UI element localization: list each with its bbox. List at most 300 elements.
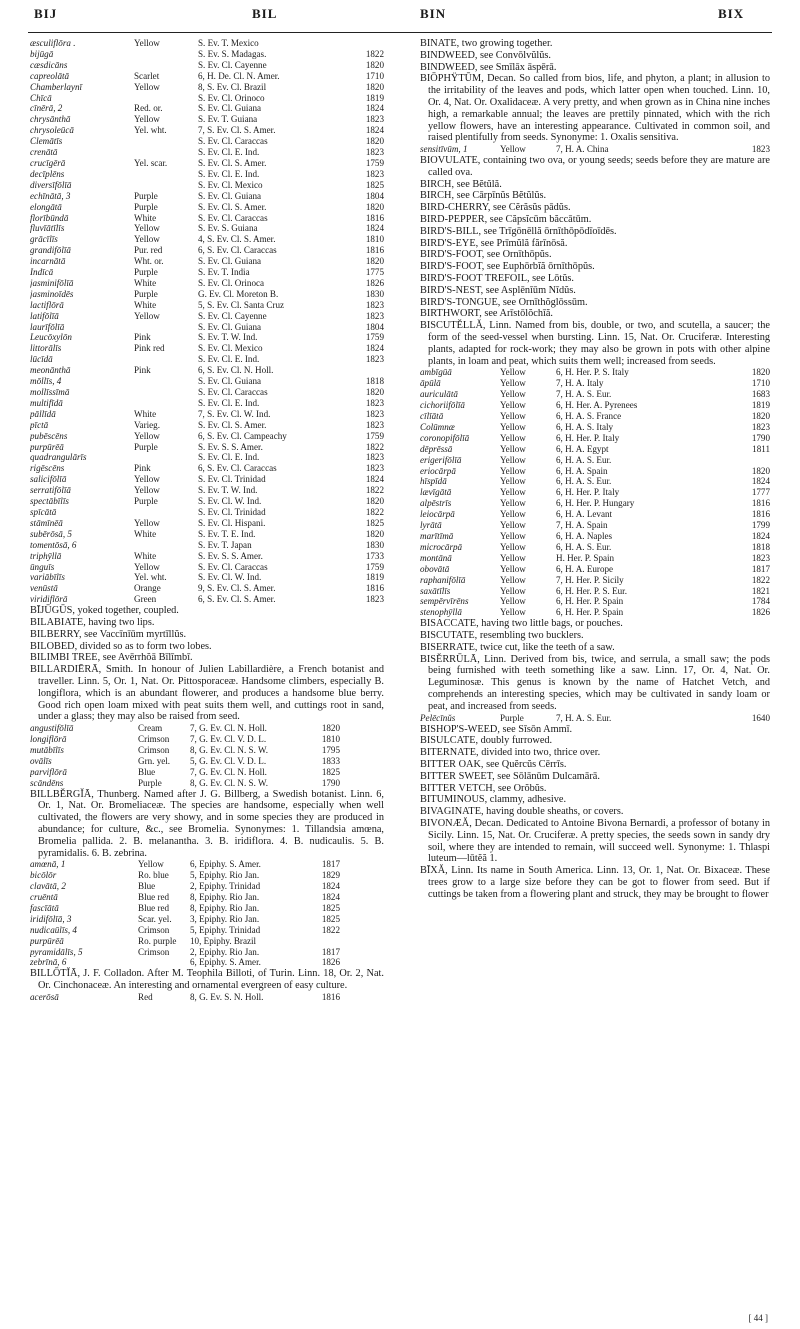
dictionary-entry: BISĔRRŪLĀ, Linn. Derived from bis, twice, and serrula, a small saw; the pods being furnished with teeth something like a saw. Linn. 17, Or. 4, Nat. Or. Leguminosæ. This genus is known by the name of Hatchet Vetch, and comprehends an interesting species, which may be cultivated in sandy loam or peat, and increased from seeds. xyxy=(420,653,770,712)
year-introduced: 1777 xyxy=(751,487,770,498)
flower-colour xyxy=(134,540,198,551)
flower-colour: Pur. red xyxy=(134,245,163,256)
table-row xyxy=(30,234,384,245)
year-introduced: 1759 xyxy=(365,157,384,168)
flower-colour: Yellow xyxy=(500,487,526,498)
cultivation-info: 6, S. Ev. Cl. N. Holl. xyxy=(198,365,274,376)
dictionary-entry: BIVAGINATE, having double sheaths, or covers. xyxy=(420,806,624,818)
year-introduced: 1710 xyxy=(365,70,384,81)
dictionary-entry: BISULCATE, doubly furrowed. xyxy=(420,735,553,747)
dictionary-entry: BILOBED, divided so as to form two lobes. xyxy=(30,640,212,652)
cultivation-info: S. Ev. S. S. Amer. xyxy=(198,441,263,452)
flower-colour: Pink xyxy=(134,365,151,376)
dictionary-entry: BITTER VETCH, see Orŏbŭs. xyxy=(420,782,547,794)
species-name: pāllīdā xyxy=(30,408,56,419)
left-entries-a xyxy=(30,605,384,723)
species-name: tomentōsā, 6 xyxy=(30,539,77,550)
year-introduced: 1820 xyxy=(365,528,384,539)
cultivation-info: S. Ev. Cl. Mexico xyxy=(198,179,263,190)
year-introduced: 1804 xyxy=(365,321,384,332)
cultivation-info: 8, G. Ev. Cl. N. S. W. xyxy=(190,744,268,755)
species-name: lyrātā xyxy=(420,520,442,531)
table-row xyxy=(30,442,384,453)
table-row xyxy=(30,93,384,104)
flower-colour: Yellow xyxy=(138,859,164,870)
table-row xyxy=(30,223,384,234)
species-name: jasminoīdēs xyxy=(30,288,74,299)
dictionary-entry: BINATE, two growing together. xyxy=(420,38,553,49)
cultivation-info: S. Ev. Cl. W. Ind. xyxy=(198,496,262,507)
cultivation-info: S. Ev. Cl. Guiana xyxy=(198,103,262,114)
cultivation-info: 5, G. Ev. Cl. V. D. L. xyxy=(190,755,267,766)
species-name: elongātā xyxy=(30,201,62,212)
year-introduced: 1784 xyxy=(751,596,770,607)
year-introduced: 1826 xyxy=(751,607,770,618)
year-introduced: 1820 xyxy=(365,136,384,147)
cultivation-info: S. Ev. T. E. Ind. xyxy=(198,528,256,539)
species-name: stenophȳllā xyxy=(420,607,462,618)
dictionary-entry: BIOVULATE, containing two ova, or young seeds; seeds before they are mature are called ova. xyxy=(420,155,770,178)
cultivation-info: 6, H. A. Europe xyxy=(556,563,614,574)
year-introduced: 1829 xyxy=(321,870,340,881)
species-name: Clemātīs xyxy=(30,136,63,147)
flower-colour: Blue red xyxy=(138,902,170,913)
year-introduced: 1824 xyxy=(751,531,770,542)
species-name: Leucōxylōn xyxy=(30,332,72,343)
species-name: laurīfōlīā xyxy=(30,321,65,332)
flower-colour: Purple xyxy=(134,201,158,212)
cultivation-info: 7, H. A. Spain xyxy=(556,520,608,531)
flower-colour xyxy=(134,398,198,409)
table-row xyxy=(420,509,770,520)
flower-colour: Yellow xyxy=(500,144,526,155)
flower-colour: Blue xyxy=(138,766,156,777)
table-row xyxy=(30,202,384,213)
year-introduced: 1823 xyxy=(365,452,384,463)
dictionary-entry: BIRCH, see Cārpīnŭs Bĕtŭlŭs. xyxy=(420,190,547,202)
year-introduced: 1810 xyxy=(365,234,384,245)
cultivation-info: 6, H. Her. A. Pyrenees xyxy=(556,400,638,411)
table-row xyxy=(420,575,770,586)
dictionary-entry: BIRD'S-FOOT, see Euphōrbĭă ōrnīthōpŭs. xyxy=(420,261,595,273)
year-introduced: 1820 xyxy=(751,465,770,476)
cultivation-info: 7, H. A. S. Eur. xyxy=(556,389,612,400)
species-name: Chamberlaynī xyxy=(30,81,83,92)
table-row xyxy=(30,420,384,431)
cultivation-info: S. Ev. Cl. S. Amer. xyxy=(198,157,267,168)
right-entries-c xyxy=(420,618,770,712)
flower-colour: Yellow xyxy=(500,454,526,465)
table-row xyxy=(420,433,770,444)
table-row xyxy=(30,354,384,365)
cultivation-info: 6, H. A. S. France xyxy=(556,411,622,422)
biscutella-species-table xyxy=(420,367,770,618)
table-row xyxy=(30,82,384,93)
cultivation-info: 5, Epiphy. Trinidad xyxy=(190,924,261,935)
cultivation-info: 7, G. Ev. Cl. N. Holl. xyxy=(190,723,267,734)
table-row xyxy=(30,169,384,180)
year-introduced: 1810 xyxy=(321,734,340,744)
cultivation-info: S. Ev. Cl. Caraccas xyxy=(198,387,268,397)
cultivation-info: 10, Epiphy. Brazil xyxy=(190,935,257,946)
year-introduced: 1817 xyxy=(321,859,340,870)
table-row xyxy=(420,367,770,378)
running-head-center-left: BIL xyxy=(252,6,278,21)
cultivation-info: 7, H. A. China xyxy=(556,144,609,155)
flower-colour: Yellow xyxy=(500,421,526,432)
cultivation-info: 5, S. Ev. Cl. Santa Cruz xyxy=(198,299,285,310)
table-row xyxy=(30,518,384,529)
table-row xyxy=(30,322,384,333)
table-row xyxy=(30,38,384,49)
cultivation-info: S. Ev. T. Guiana xyxy=(198,114,258,125)
cultivation-info: S. Ev. S. Madagas. xyxy=(198,48,267,59)
year-introduced: 1759 xyxy=(365,561,384,572)
cultivation-info: 4, S. Ev. Cl. S. Amer. xyxy=(198,234,276,245)
flower-colour: Scarlet xyxy=(134,70,160,81)
flower-colour xyxy=(134,93,198,104)
cultivation-info: S. Ev. Cl. E. Ind. xyxy=(198,147,260,158)
flower-colour: White xyxy=(134,277,157,288)
species-name: stāmīnēā xyxy=(30,517,63,528)
dictionary-entry: BISCUTATE, resembling two bucklers. xyxy=(420,630,584,642)
species-name: sempērvīrēns xyxy=(420,596,469,607)
species-name: sensitīvūm, 1 xyxy=(420,144,468,155)
table-row xyxy=(30,256,384,267)
flower-colour: Yellow xyxy=(500,531,526,542)
cultivation-info: 8, S. Ev. Cl. Brazil xyxy=(198,81,267,92)
cultivation-info: 6, H. Her. P. Italy xyxy=(556,487,620,498)
year-introduced: 1826 xyxy=(321,957,340,968)
running-head-left: BIJ xyxy=(34,6,58,21)
dictionary-entry: BINDWEED, see Convōlvŭlŭs. xyxy=(420,49,551,61)
table-row xyxy=(30,734,384,745)
dictionary-entry: BIRTHWORT, see Arīstōlŏchīă. xyxy=(420,308,553,320)
year-introduced: 1824 xyxy=(365,474,384,485)
species-name: purpūrēā xyxy=(30,441,64,452)
year-introduced: 1821 xyxy=(751,585,770,596)
table-row xyxy=(420,553,770,564)
cultivation-info: 6, H. A. S. Eur. xyxy=(556,476,612,487)
year-introduced: 1833 xyxy=(321,755,340,766)
flower-colour xyxy=(134,322,198,333)
dictionary-entry: BILBERRY, see Vaccīnīūm myrtīllŭs. xyxy=(30,628,187,640)
dictionary-entry: BILABIATE, having two lips. xyxy=(30,616,155,628)
species-name: cīnērā, 2 xyxy=(30,103,63,114)
table-row xyxy=(30,125,384,136)
year-introduced: 1683 xyxy=(751,389,770,400)
dictionary-entry: BISHOP'S-WEED, see Sīsōn Ammī. xyxy=(420,723,573,735)
species-name: obovātā xyxy=(420,563,450,574)
flower-colour: Yellow xyxy=(134,485,160,496)
year-introduced: 1824 xyxy=(365,103,384,114)
table-row xyxy=(30,507,384,518)
species-name: marītīmā xyxy=(420,531,454,542)
year-introduced: 1816 xyxy=(365,245,384,256)
table-row xyxy=(420,422,770,433)
dictionary-entry: BĪXĂ, Linn. Its name in South America. Linn. 13, Or. 1, Nat. Or. Bixaceæ. These trees grow to a large size before they can be got to flower from seed. But if cuttings be taken from a flowering plant and struck, they may be brought to flower xyxy=(420,865,770,900)
species-name: ambīgūā xyxy=(420,367,452,378)
table-row xyxy=(30,474,384,485)
dictionary-entry: BIRD'S-FOOT TREFOIL, see Lōtŭs. xyxy=(420,273,574,285)
year-introduced: 1759 xyxy=(365,430,384,441)
flower-colour: Yel. wht. xyxy=(134,572,167,583)
year-introduced: 1820 xyxy=(365,256,384,267)
flower-colour xyxy=(138,957,190,968)
table-row xyxy=(30,903,384,914)
cultivation-info: 8, G. Ev. Cl. N. S. W. xyxy=(190,777,268,788)
dictionary-entry: BIRD-PEPPER, see Căpsĭcūm băccātūm. xyxy=(420,214,592,226)
right-entries-d xyxy=(420,724,770,901)
table-row xyxy=(30,343,384,354)
year-introduced: 1819 xyxy=(365,92,384,103)
species-name: āpūlā xyxy=(420,378,441,389)
flower-colour xyxy=(134,376,198,387)
species-name: mōllīs, 4 xyxy=(30,376,62,387)
year-introduced: 1823 xyxy=(365,419,384,430)
year-introduced: 1820 xyxy=(365,81,384,92)
flower-colour: Purple xyxy=(500,712,524,723)
species-name: Chīcā xyxy=(30,92,52,103)
species-name: mollīssīmā xyxy=(30,387,70,397)
table-row xyxy=(30,289,384,300)
table-row xyxy=(420,607,770,618)
year-introduced: 1825 xyxy=(321,913,340,924)
cultivation-info: 6, S. Ev. Cl. Caraccas xyxy=(198,245,277,256)
cultivation-info: 6, H. A. Naples xyxy=(556,531,613,542)
cultivation-info: S. Ev. T. Mexico xyxy=(198,38,259,48)
year-introduced: 1640 xyxy=(751,712,770,723)
cultivation-info: 2, Epiphy. Rio Jan. xyxy=(190,946,260,957)
cultivation-info: S. Ev. Cl. S. Amer. xyxy=(198,201,267,212)
table-row xyxy=(30,957,384,968)
species-name: spectābīlīs xyxy=(30,496,69,507)
species-name: raphanifōlīā xyxy=(420,574,466,585)
table-row xyxy=(30,114,384,125)
flower-colour: Purple xyxy=(134,441,158,452)
species-name: crucīgērā xyxy=(30,157,66,168)
species-name: fascīātā xyxy=(30,902,59,913)
dictionary-entry: BITTER OAK, see Quĕrcŭs Cērrīs. xyxy=(420,758,567,770)
table-row xyxy=(30,914,384,925)
table-row xyxy=(30,60,384,71)
species-name: chrysoleūcā xyxy=(30,125,74,136)
table-row xyxy=(30,103,384,114)
species-name: pīctā xyxy=(30,419,49,430)
table-row xyxy=(30,213,384,224)
flower-colour: Yellow xyxy=(134,223,160,234)
year-introduced xyxy=(730,455,770,466)
cultivation-info: 6, H. De. Cl. N. Amer. xyxy=(198,70,280,81)
cultivation-info: 8, Epiphy. Rio Jan. xyxy=(190,902,260,913)
dictionary-entry: BITUMINOUS, clammy, adhesive. xyxy=(420,794,567,806)
cultivation-info: S. Ev. Cl. E. Ind. xyxy=(198,452,260,463)
species-name: variābīlīs xyxy=(30,572,65,583)
table-row xyxy=(30,892,384,903)
table-row xyxy=(420,520,770,531)
year-introduced: 1822 xyxy=(365,48,384,59)
year-introduced: 1816 xyxy=(365,583,384,594)
cultivation-info: 6, H. Her. P. Hungary xyxy=(556,498,635,509)
flower-colour xyxy=(134,354,198,365)
species-name: alpēstrīs xyxy=(420,498,452,509)
species-name: quadrangulārīs xyxy=(30,452,87,463)
dictionary-entry: BIRD'S-TONGUE, see Ornīthŏglōssūm. xyxy=(420,296,588,308)
dictionary-entry: BISCUTĔLLĂ, Linn. Named from bis, double, or two, and scutella, a saucer; the form of the seed-vessel when bursting. Linn. 15, Nat. Or. Cruciferæ. Interesting plants, adapted for rock-work; they may also be grown in pots with other alpine plants, in loam and peat, which suits them well; increased from seeds. xyxy=(420,320,770,367)
species-name: auriculātā xyxy=(420,389,458,400)
species-name: Colūmnæ xyxy=(420,421,455,432)
flower-colour: Yellow xyxy=(500,596,526,607)
flower-colour: Yellow xyxy=(500,443,526,454)
species-name: venūstā xyxy=(30,583,58,594)
year-introduced: 1816 xyxy=(321,991,340,1002)
table-row xyxy=(30,311,384,322)
species-name: florībūndā xyxy=(30,212,69,223)
cultivation-info: 6, S. Ev. Cl. S. Amer. xyxy=(198,594,276,605)
flower-colour: Yellow xyxy=(134,81,160,92)
year-introduced: 1823 xyxy=(751,144,770,155)
flower-colour: Yellow xyxy=(134,310,160,321)
dictionary-entry: BISERRATE, twice cut, like the teeth of a saw. xyxy=(420,641,615,653)
cultivation-info: 6, Epiphy. S. Amer. xyxy=(190,859,261,870)
cultivation-info: 7, S. Ev. Cl. W. Ind. xyxy=(198,408,271,419)
flower-colour: Pink xyxy=(134,332,151,343)
flower-colour: Crimson xyxy=(138,734,170,744)
species-name: lūcīdā xyxy=(30,354,53,365)
left-entries-c xyxy=(30,968,384,992)
cultivation-info: 7, H. A. S. Eur. xyxy=(556,712,612,723)
species-name: mutābīlīs xyxy=(30,744,64,755)
flower-colour: Orange xyxy=(134,583,161,594)
table-row xyxy=(30,925,384,936)
species-name: salicifōlīā xyxy=(30,474,67,485)
billbergia-species-table xyxy=(30,859,384,968)
species-name: coronopifōlīā xyxy=(420,432,470,443)
table-row xyxy=(30,778,384,789)
table-row xyxy=(30,376,384,387)
flower-colour: Yellow xyxy=(500,378,526,389)
species-name: purpūrēā xyxy=(30,935,64,946)
table-row xyxy=(420,586,770,597)
table-row xyxy=(420,713,770,724)
species-name: iridifōlīā, 3 xyxy=(30,913,72,924)
species-name: triphȳllā xyxy=(30,550,62,561)
species-name: leiocārpā xyxy=(420,509,455,520)
dictionary-entry: BINDWEED, see Smīlāx āspērā. xyxy=(420,61,557,73)
species-name: angustifōlīā xyxy=(30,723,74,734)
species-name: viridiflōrā xyxy=(30,594,68,605)
species-name: clavātā, 2 xyxy=(30,881,66,892)
table-row xyxy=(420,531,770,542)
cultivation-info: 7, G. Ev. Cl. N. Holl. xyxy=(190,766,267,777)
dictionary-entry: BILLŌTĬĀ, J. F. Colladon. After M. Teophila Billoti, of Turin. Linn. 18, Or. 2, Nat. Or. Cinchonaceæ. An interesting and ornamental evergreen of easy culture. xyxy=(30,968,384,992)
table-row xyxy=(30,267,384,278)
year-introduced: 1823 xyxy=(365,408,384,419)
species-name: ovālīs xyxy=(30,755,52,766)
species-name: subērōsā, 5 xyxy=(30,528,72,539)
year-introduced: 1823 xyxy=(365,114,384,125)
flower-colour: Yellow xyxy=(134,114,160,125)
flower-colour xyxy=(134,136,198,147)
table-row xyxy=(30,245,384,256)
year-introduced: 1822 xyxy=(751,574,770,585)
species-name: montānā xyxy=(420,552,452,563)
cultivation-info: 2, Epiphy. Trinidad xyxy=(190,881,261,892)
species-name: bicōlōr xyxy=(30,870,57,881)
year-introduced xyxy=(300,936,340,947)
year-introduced: 1823 xyxy=(365,463,384,474)
flower-colour xyxy=(134,452,198,463)
species-name: meonānthā xyxy=(30,365,71,376)
species-name: littorālīs xyxy=(30,343,62,354)
year-introduced: 1823 xyxy=(365,354,384,365)
table-row xyxy=(30,572,384,583)
cultivation-info: 6, H. A. S. Eur. xyxy=(556,541,612,552)
year-introduced: 1824 xyxy=(751,476,770,487)
flower-colour xyxy=(134,147,198,158)
table-row xyxy=(30,562,384,573)
year-introduced: 1824 xyxy=(365,343,384,354)
table-row xyxy=(420,444,770,455)
table-row xyxy=(420,378,770,389)
flower-colour: Wht. or. xyxy=(134,256,164,267)
cultivation-info: S. Ev. T. W. Ind. xyxy=(198,332,258,343)
flower-colour: Purple xyxy=(134,267,158,278)
flower-colour: Red xyxy=(138,991,153,1002)
flower-colour: Ro. purple xyxy=(138,935,177,946)
species-name: jasminifōlīā xyxy=(30,277,74,288)
flower-colour: Yellow xyxy=(500,509,526,520)
flower-colour: Yellow xyxy=(500,389,526,400)
year-introduced: 1790 xyxy=(321,777,340,788)
cultivation-info: S. Ev. Cl. Mexico xyxy=(198,343,263,354)
table-row xyxy=(30,529,384,540)
species-name: nudicaūlīs, 4 xyxy=(30,924,77,935)
dictionary-entry: BIRCH, see Bĕtŭlă. xyxy=(420,178,502,190)
year-introduced: 1825 xyxy=(365,179,384,190)
left-column xyxy=(30,38,384,1323)
table-row xyxy=(420,596,770,607)
species-name: chrysānthā xyxy=(30,114,71,125)
cultivation-info: 6, Epiphy. S. Amer. xyxy=(190,957,261,968)
year-introduced: 1795 xyxy=(321,744,340,755)
table-row xyxy=(420,144,770,155)
bignonia-species-table xyxy=(30,38,384,605)
header-rule xyxy=(28,32,772,33)
cultivation-info: S. Ev. Cl. W. Ind. xyxy=(198,572,262,583)
cultivation-info: S. Ev. Cl. S. Amer. xyxy=(198,419,267,430)
cultivation-info: S. Ev. Cl. E. Ind. xyxy=(198,354,260,365)
table-row xyxy=(30,409,384,420)
year-introduced: 1822 xyxy=(365,485,384,496)
cultivation-info: S. Ev. S. S. Amer. xyxy=(198,550,263,561)
cultivation-info: S. Ev. Cl. Caraccas xyxy=(198,561,268,572)
dictionary-entry: BIŌPHŸTŪM, Decan. So called from bios, life, and phyton, a plant; in allusion to the irritability of the leaves and pods, which latter open when touched. Linn. 10, Or. 4, Nat. Or. Oxalidaceæ. A very pretty, and when grown as in China nine inches high, a remarkable annual; the leaves are prettily pinnated, which with the rich yellow flowers, have an interesting appearance. Cultivated in common soil, and raised plentifully from seeds. Synonyme: 1. Oxalis sensitiva. xyxy=(420,73,770,144)
running-head-right: BIX xyxy=(718,6,745,21)
flower-colour: White xyxy=(134,550,157,561)
species-name: zebrīnā, 6 xyxy=(30,957,67,968)
year-introduced: 1820 xyxy=(365,387,384,397)
flower-colour: Crimson xyxy=(138,946,170,957)
flower-colour: Yel. wht. xyxy=(134,125,167,136)
species-name: crenātā xyxy=(30,147,58,158)
year-introduced: 1823 xyxy=(365,310,384,321)
flower-colour: Purple xyxy=(134,190,158,201)
table-row xyxy=(30,180,384,191)
year-introduced: 1823 xyxy=(365,299,384,310)
cultivation-info: 6, H. A. S. Eur. xyxy=(556,454,612,465)
year-introduced: 1823 xyxy=(751,552,770,563)
